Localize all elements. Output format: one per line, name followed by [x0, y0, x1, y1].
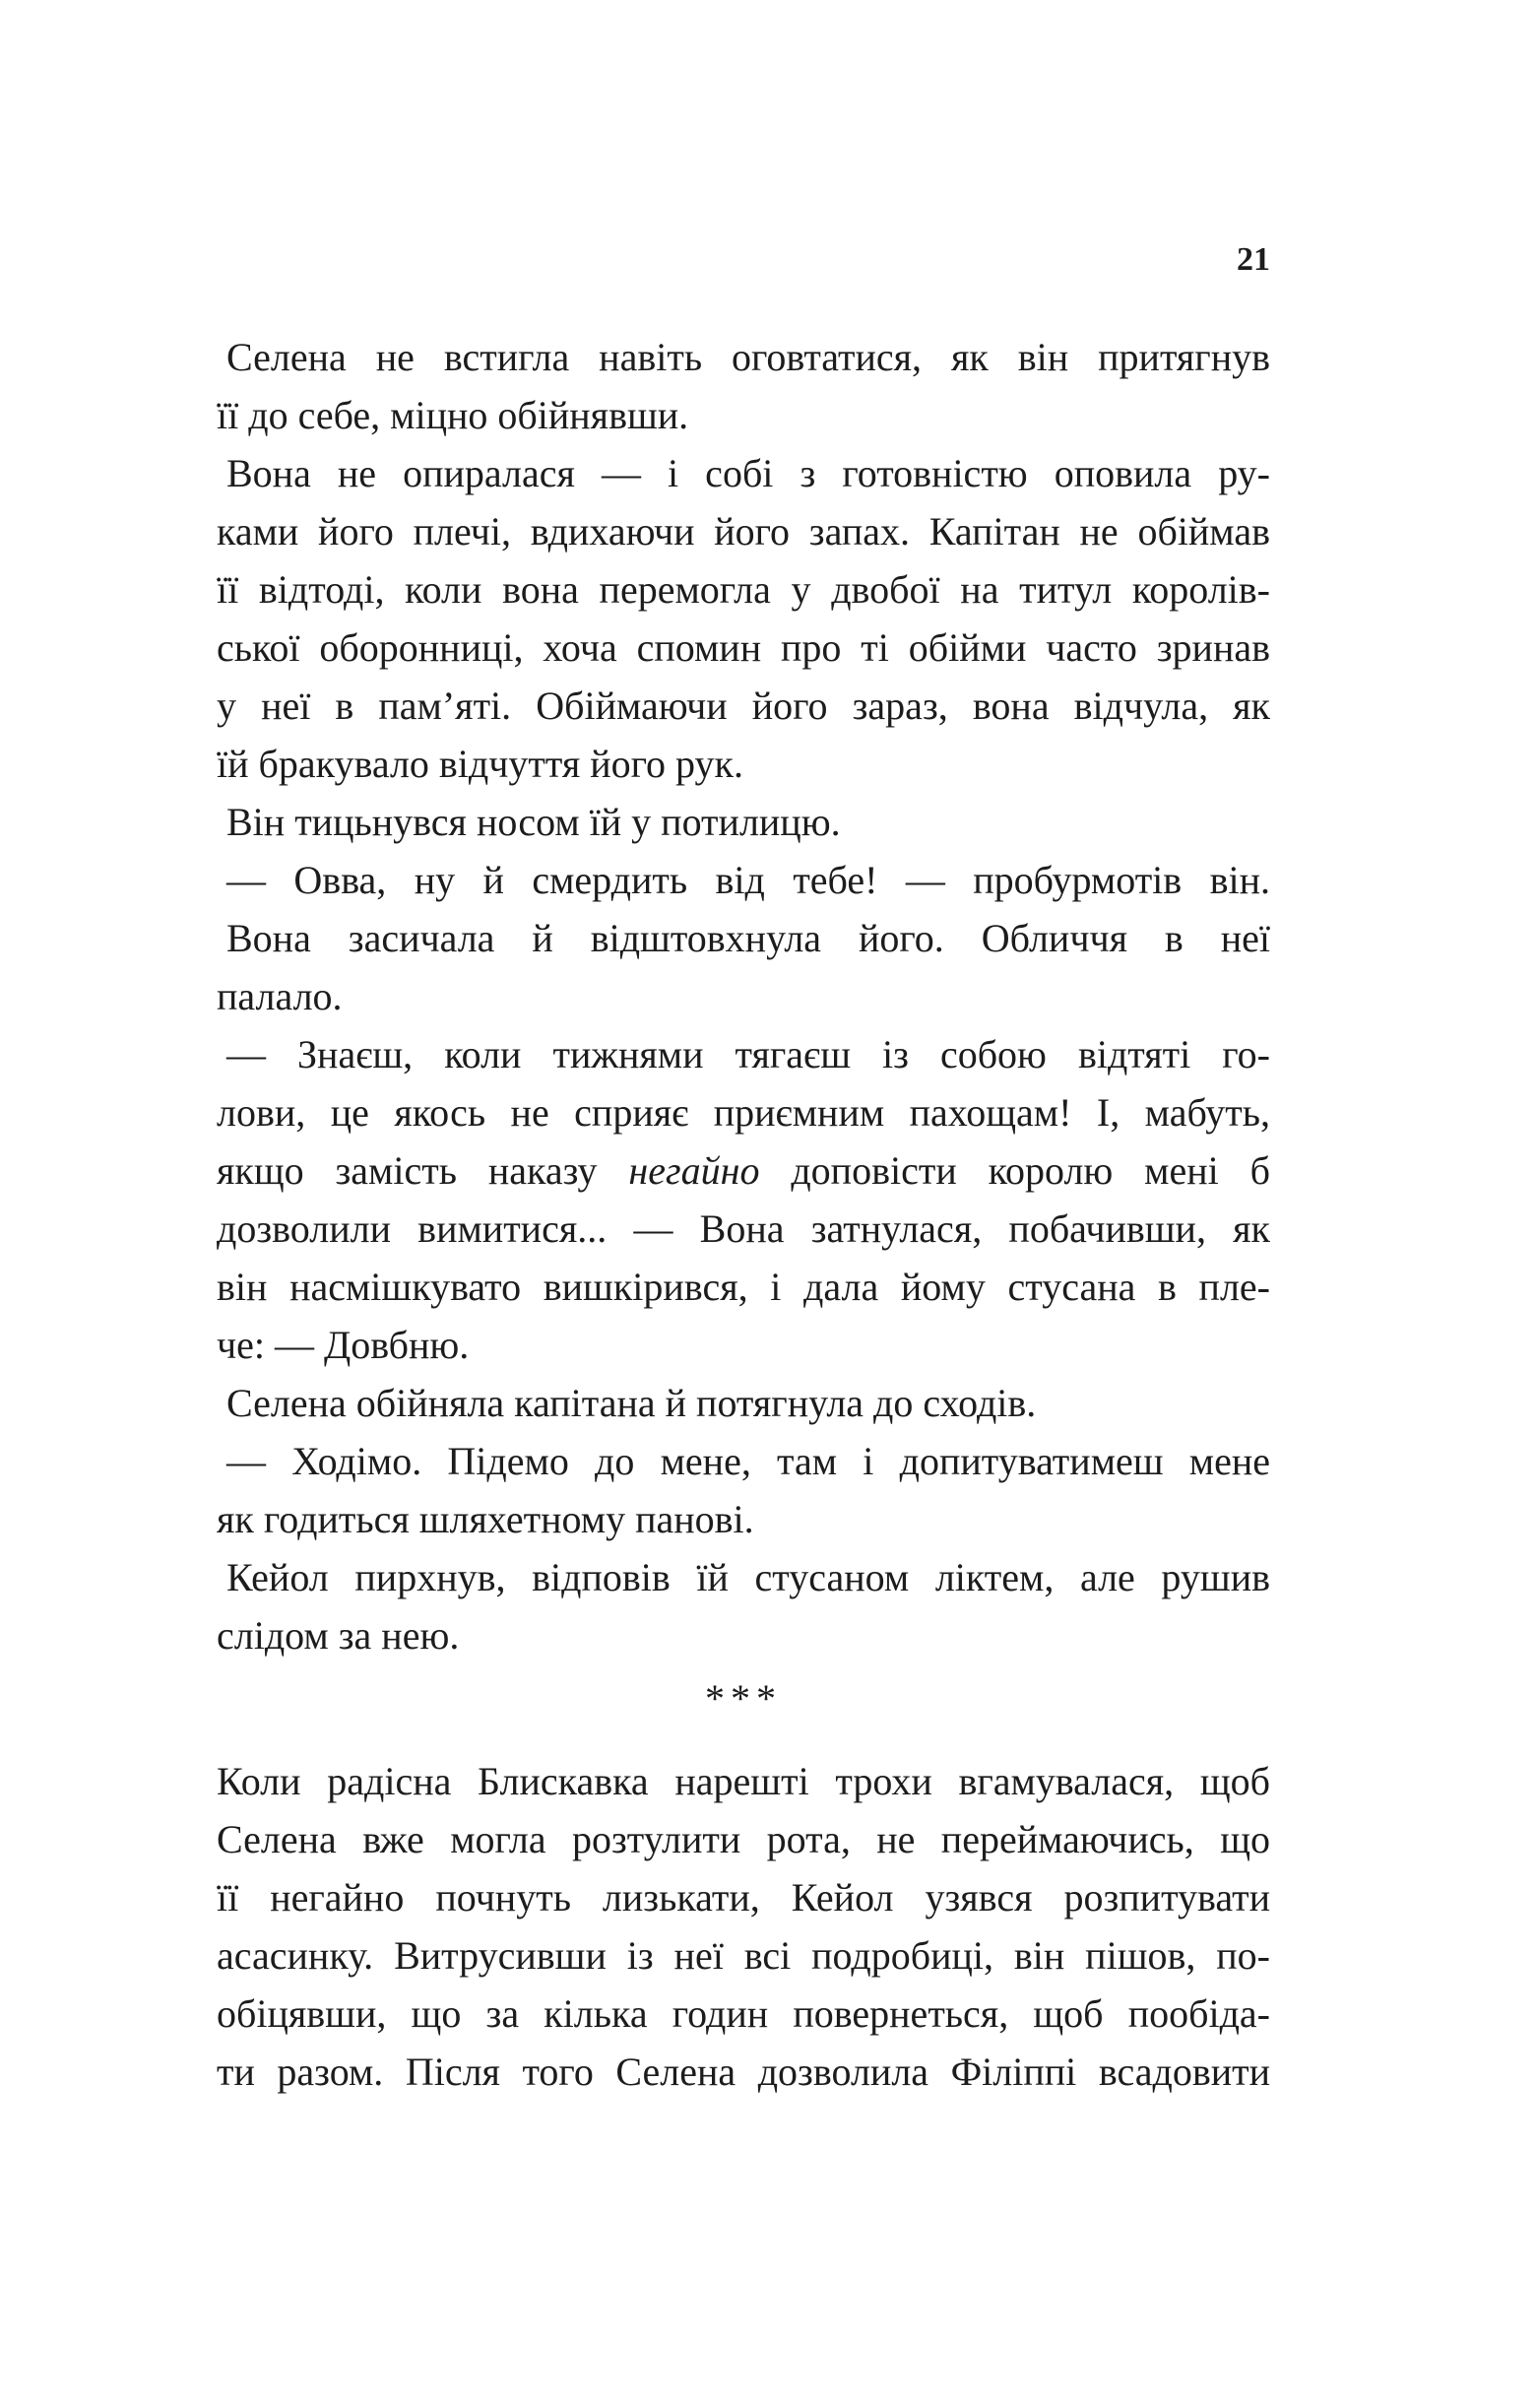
text-line: Селена не встигла навіть оговтатися, як він притягнув	[226, 335, 1270, 379]
text-line: обіцявши, що за кілька годин повернеться, щоб пообіда-	[217, 1991, 1270, 2036]
text-line: ти разом. Після того Селена дозволила Філіппі всадовити	[217, 2050, 1270, 2094]
section-break: ***	[705, 1676, 782, 1721]
text-line: їй бракувало відчуття його рук.	[217, 742, 743, 786]
text-line: — Ходімо. Підемо до мене, там і допитуватимеш мене	[226, 1439, 1270, 1483]
text-line: у неї в пам’яті. Обіймаючи його зараз, вона відчула, як	[217, 683, 1270, 728]
text-line: Він тицьнувся носом їй у потилицю.	[226, 800, 841, 844]
text-line: Вона не опиралася — і собі з готовністю оповила ру-	[226, 451, 1270, 495]
text-fragment: якщо замість наказу	[217, 1148, 629, 1193]
text-section-2	[217, 1752, 1270, 2101]
text-line: як годиться шляхетному панові.	[217, 1497, 754, 1541]
text-line: Вона засичала й відштовхнула його. Обличчя в неї	[226, 916, 1270, 960]
text-line: палало.	[217, 974, 343, 1018]
emphasized-word: негайно	[628, 1148, 760, 1193]
text-line: Кейол пирхнув, відповів їй стусаном ліктем, але рушив	[226, 1555, 1270, 1599]
text-line: її відтоді, коли вона перемогла у двобої на титул королів-	[217, 567, 1270, 612]
text-line: — Овва, ну й смердить від тебе! — пробурмотів він.	[226, 858, 1270, 902]
text-line: ської оборонниці, хоча спомин про ті обійми часто зринав	[217, 625, 1270, 670]
text-line-with-emphasis	[217, 1141, 1270, 1200]
text-line: дозволили вимитися... — Вона затнулася, побачивши, як	[217, 1206, 1270, 1251]
text-line: її негайно почнуть лизькати, Кейол узявся розпитувати	[217, 1875, 1270, 1920]
text-line: ками його плечі, вдихаючи його запах. Капітан не обіймав	[217, 509, 1270, 553]
text-line: Коли радісна Блискавка нарешті трохи вгамувалася, щоб	[217, 1759, 1270, 1803]
text-line: Селена вже могла розтулити рота, не переймаючись, що	[217, 1817, 1270, 1861]
text-line: — Знаєш, коли тижнями тягаєш із собою відтяті го-	[226, 1032, 1270, 1076]
text-fragment: доповісти королю мені б	[759, 1148, 1270, 1193]
text-section-1	[217, 328, 1270, 1664]
text-line: її до себе, міцно обійнявши.	[217, 393, 689, 437]
text-line: че: — Довбню.	[217, 1323, 470, 1367]
text-line: він насмішкувато вишкірився, і дала йому стусана в пле-	[217, 1265, 1270, 1309]
text-line: асасинку. Витрусивши із неї всі подробиці, він пішов, по-	[217, 1933, 1270, 1978]
page-number: 21	[1237, 241, 1270, 278]
text-line: лови, це якось не сприяє приємним пахощам! І, мабуть,	[217, 1090, 1270, 1135]
text-line: Селена обійняла капітана й потягнула до сходів.	[226, 1381, 1037, 1425]
text-line: слідом за нею.	[217, 1613, 460, 1658]
